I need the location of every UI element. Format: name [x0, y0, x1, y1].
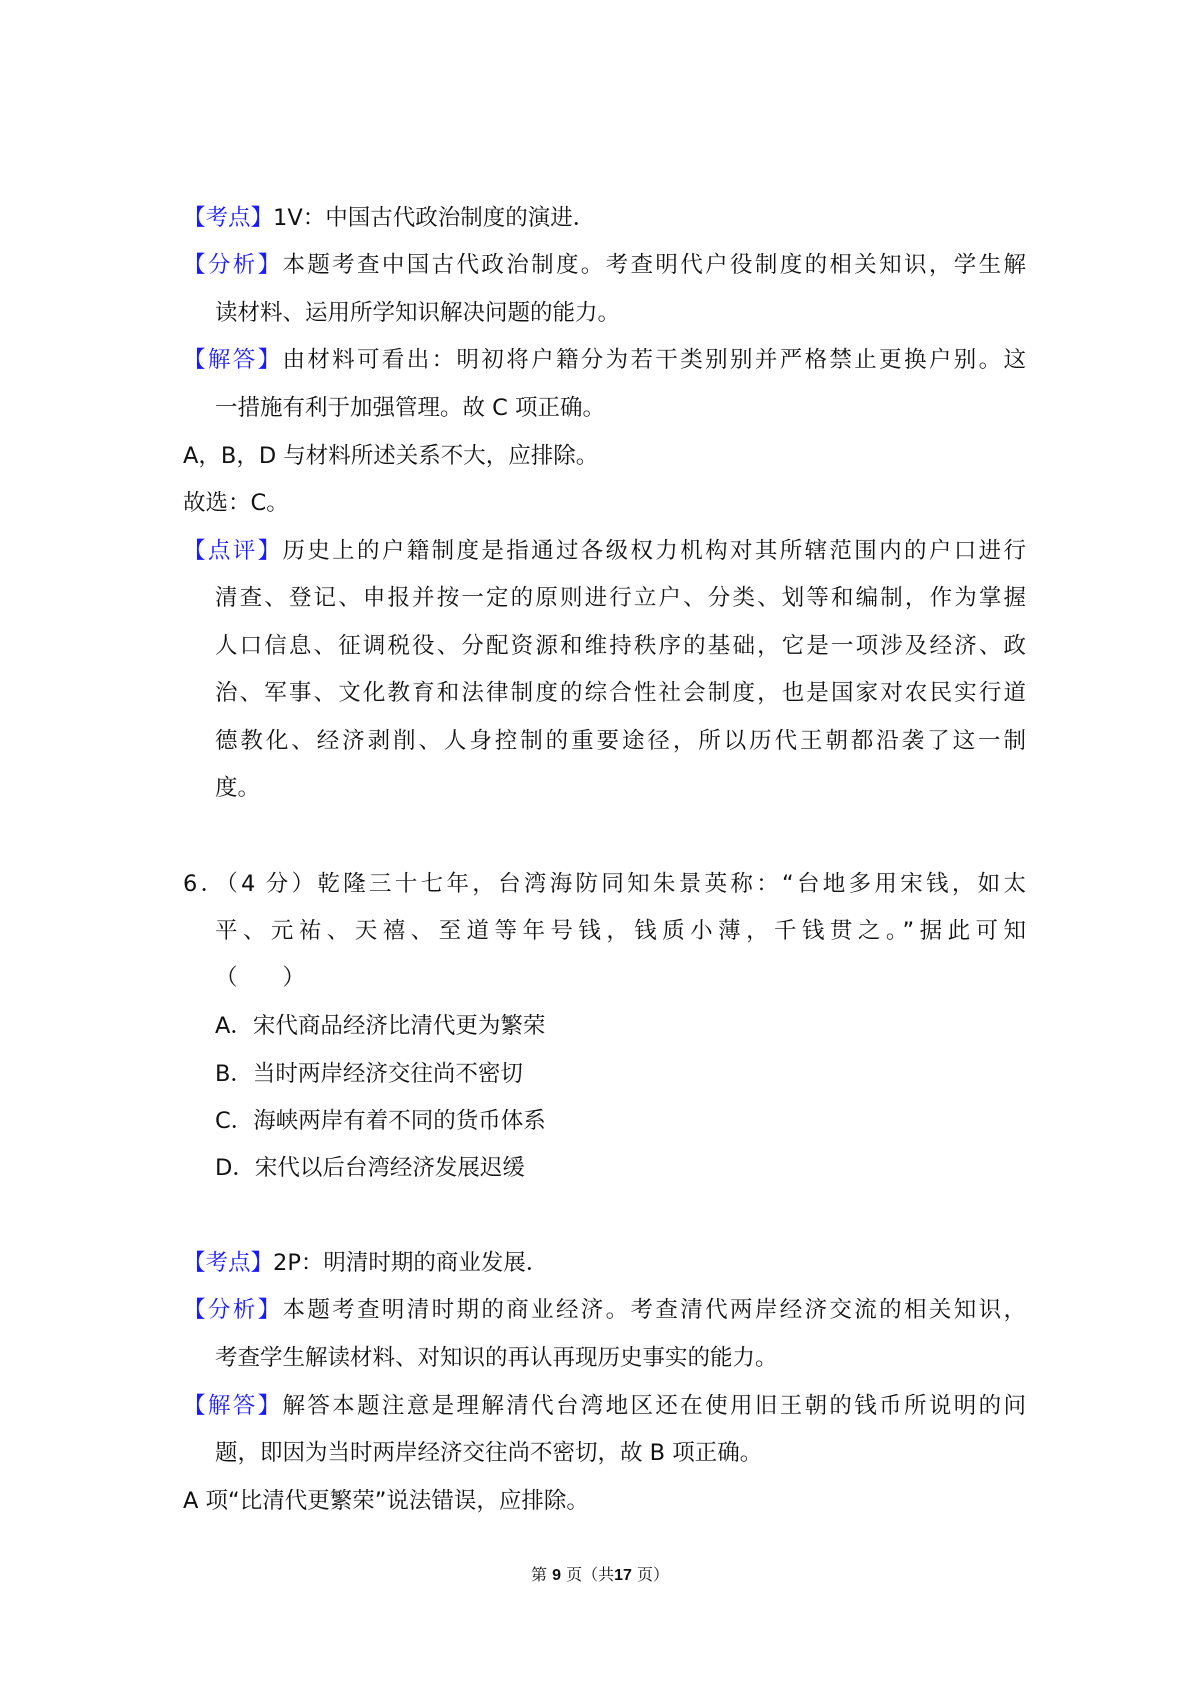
- dianping-text: 清查、登记、申报并按一定的原则进行立户、分类、划等和编制，作为掌握: [215, 585, 1026, 611]
- option-a: A．宋代商品经济比清代更为繁荣: [215, 1013, 546, 1039]
- page-number: 9: [552, 1567, 561, 1584]
- kaodian-line: [183, 1248, 548, 1278]
- fenxi-label: 【分析】: [183, 252, 283, 278]
- dianping-label: 【点评】: [183, 538, 283, 564]
- dianping-text: 德教化、经济剥削、人身控制的重要途径，所以历代王朝都沿袭了这一制: [215, 728, 1026, 754]
- option-d: D．宋代以后台湾经济发展迟缓: [215, 1155, 525, 1181]
- jieda-text: 由材料可看出：明初将户籍分为若干类别别并严格禁止更换户别。这: [282, 347, 1026, 373]
- question-stem: 平、元祐、天禧、至道等年号钱，钱质小薄，千钱贯之。”据此可知: [215, 918, 1026, 944]
- fenxi-text: 读材料、运用所学知识解决问题的能力。: [215, 300, 621, 326]
- answer-blank: （ ）: [215, 965, 306, 991]
- dianping-text: 治、军事、文化教育和法律制度的综合性社会制度，也是国家对农民实行道: [215, 680, 1026, 706]
- fenxi-label: 【分析】: [183, 1297, 283, 1323]
- jieda-text: 一措施有利于加强管理。故 C 项正确。: [215, 395, 606, 421]
- kaodian-label: 【考点】: [183, 205, 274, 231]
- dianping-text: 度。: [215, 775, 261, 801]
- kaodian-label: 【考点】: [183, 1250, 274, 1276]
- jieda-text: 解答本题注意是理解清代台湾地区还在使用旧王朝的钱币所说明的问: [282, 1393, 1026, 1419]
- dianping-line: [183, 536, 1026, 566]
- fenxi-text: 本题考查明清时期的商业经济。考查清代两岸经济交流的相关知识，: [282, 1297, 1026, 1323]
- question-stem: 6．（4 分）乾隆三十七年，台湾海防同知朱景英称：“台地多用宋钱，如太: [183, 871, 1026, 897]
- jieda-line: [183, 1391, 1026, 1421]
- exclude-text: A，B，D 与材料所述关系不大，应排除。: [183, 443, 599, 469]
- option-b: B．当时两岸经济交往尚不密切: [215, 1061, 523, 1087]
- total-pages: 17: [614, 1567, 632, 1584]
- jieda-label: 【解答】: [183, 1393, 283, 1419]
- dianping-text: 人口信息、征调税役、分配资源和维持秩序的基础，它是一项涉及经济、政: [215, 633, 1026, 659]
- page-footer: [0, 1562, 1200, 1585]
- jieda-text: 题，即因为当时两岸经济交往尚不密切，故 B 项正确。: [215, 1440, 763, 1466]
- answer-choice: 故选：C。: [183, 490, 289, 516]
- fenxi-line: [183, 250, 1026, 280]
- kaodian-text: 2P：明清时期的商业发展．: [273, 1250, 549, 1276]
- kaodian-text: 1V：中国古代政治制度的演进．: [273, 205, 596, 231]
- fenxi-text: 本题考查中国古代政治制度。考查明代户役制度的相关知识，学生解: [282, 252, 1026, 278]
- dianping-text: 历史上的户籍制度是指通过各级权力机构对其所辖范围内的户口进行: [282, 538, 1026, 564]
- option-c: C．海峡两岸有着不同的货币体系: [215, 1108, 546, 1134]
- jieda-line: [183, 345, 1026, 375]
- fenxi-text: 考查学生解读材料、对知识的再认再现历史事实的能力。: [215, 1345, 778, 1371]
- footer-middle: 页（共: [566, 1565, 615, 1584]
- kaodian-line: [183, 203, 595, 233]
- footer-prefix: 第: [530, 1565, 547, 1584]
- footer-suffix: 页）: [637, 1565, 670, 1584]
- exclude-text: A 项“比清代更繁荣”说法错误，应排除。: [183, 1488, 589, 1514]
- jieda-label: 【解答】: [183, 347, 283, 373]
- fenxi-line: [183, 1295, 1026, 1325]
